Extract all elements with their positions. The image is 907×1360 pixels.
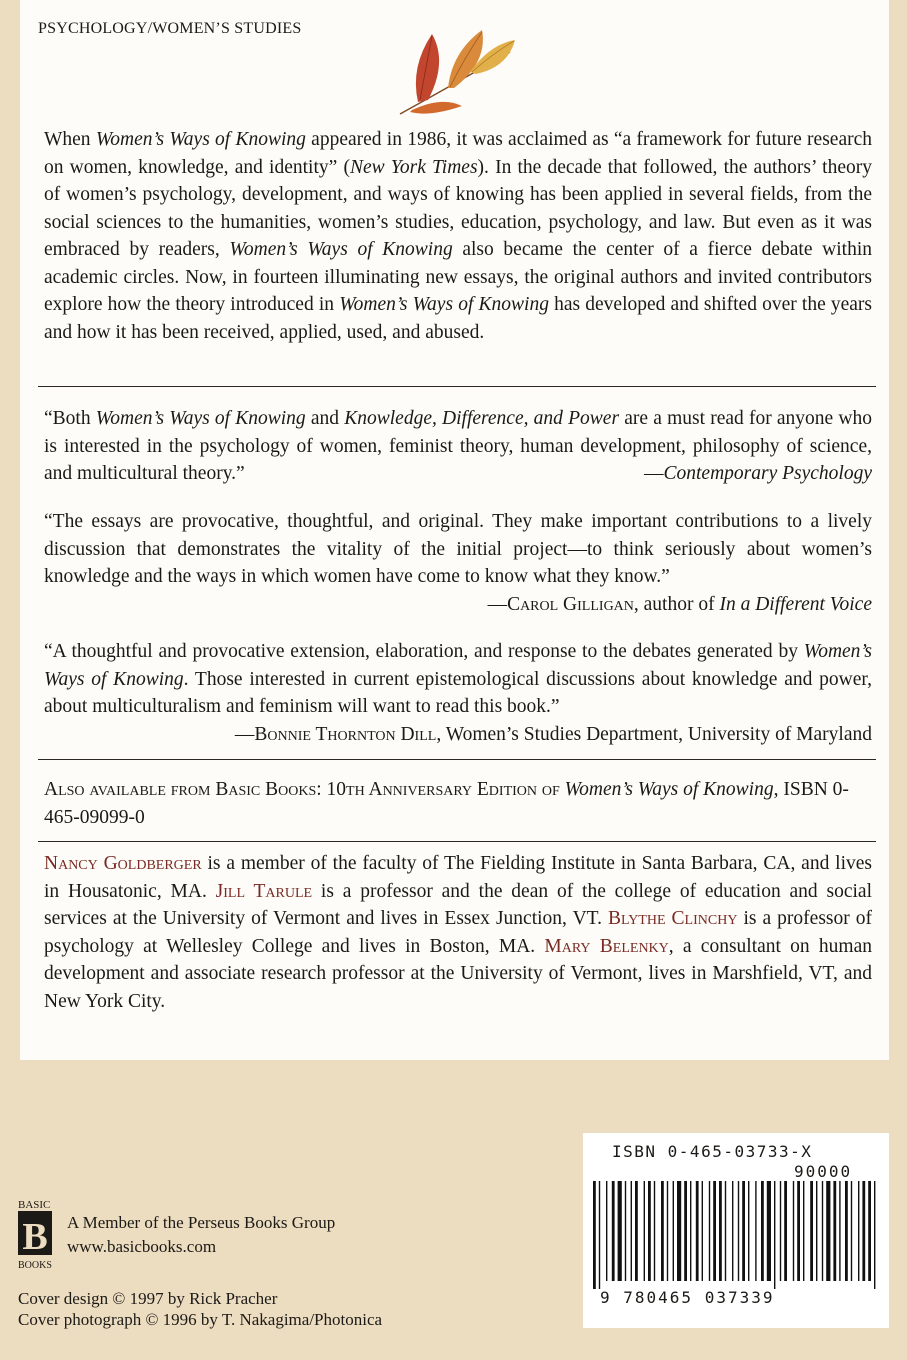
isbn-label: ISBN 0-465-03733-X	[612, 1142, 813, 1161]
barcode-bar	[755, 1181, 756, 1281]
author-name: Nancy Goldberger	[44, 853, 202, 874]
barcode-bar	[793, 1181, 794, 1281]
divider	[38, 841, 876, 842]
review-quote: “A thoughtful and provocative extension, elaboration, and response to the debates generated by Women’s Ways of Knowing. Those interested in current epistemological discussions about knowledge and power, about multiculturalism and feminism will want to read this book.” —Bonnie Thornton Dill, Women’s Studies Department, University of Maryland	[44, 638, 872, 748]
cover-photo-credit: Cover photograph © 1996 by T. Nakagima/Photonica	[18, 1310, 383, 1329]
author-name: Jill Tarule	[215, 880, 313, 902]
barcode-bar	[690, 1181, 691, 1281]
barcode-bar	[599, 1181, 600, 1289]
barcode-bar	[868, 1181, 871, 1281]
barcode-bar	[684, 1181, 687, 1281]
barcode-bar	[858, 1181, 859, 1281]
barcode-bar	[612, 1181, 615, 1281]
barcode-bar	[742, 1181, 745, 1281]
barcode-bar	[677, 1181, 681, 1281]
barcode-bar	[606, 1181, 607, 1281]
barcode-icon	[591, 1181, 881, 1289]
barcode-bar	[635, 1181, 638, 1281]
svg-text:BASIC: BASIC	[18, 1199, 51, 1211]
barcode-bar	[644, 1181, 645, 1281]
barcode-bar	[851, 1181, 852, 1281]
barcode-bar	[738, 1181, 739, 1281]
price-code: 90000	[794, 1162, 853, 1181]
barcode-bar	[839, 1181, 840, 1281]
barcode-bar	[618, 1181, 622, 1281]
barcode-bar	[774, 1181, 775, 1289]
barcode-bar	[797, 1181, 800, 1281]
barcode-bar	[713, 1181, 716, 1281]
barcode-bar	[810, 1181, 813, 1281]
barcode-bar	[732, 1181, 733, 1281]
barcode-bar	[648, 1181, 651, 1281]
quote-attribution: —Bonnie Thornton Dill, Women’s Studies Department, University of Maryland	[234, 723, 872, 745]
barcode-bar	[767, 1181, 771, 1281]
barcode-bar	[673, 1181, 674, 1281]
barcode-bar	[593, 1181, 596, 1289]
review-quote: “Both Women’s Ways of Knowing and Knowledge, Difference, and Power are a must read for anyone who is interested in the psychology of women, feminist theory, human development, philosophy of science, and multicultural theory.” —Contemporary Psychology	[44, 405, 872, 488]
review-quote: “The essays are provocative, thoughtful, and original. They make important contributions to a lively discussion that demonstrates the vitality of the initial project—to think seriously about women’s knowledge and the ways in which women have come to know what they know.” —Carol Gilligan, author of In a Different Voice	[44, 508, 872, 618]
svg-text:BOOKS: BOOKS	[18, 1260, 52, 1271]
barcode-bar	[761, 1181, 764, 1281]
barcode-bar	[862, 1181, 865, 1281]
divider	[38, 386, 876, 387]
publisher-url: www.basicbooks.com	[67, 1237, 217, 1256]
barcode-panel	[583, 1133, 889, 1328]
barcode-bar	[784, 1181, 787, 1281]
also-available-note: Also available from Basic Books: 10th Anniversary Edition of Women’s Ways of Knowing, ISBN 0-465-09099-0	[44, 779, 849, 828]
barcode-bar	[845, 1181, 848, 1281]
basic-books-logo	[18, 1197, 58, 1271]
barcode-bar	[833, 1181, 836, 1281]
barcode-bar	[667, 1181, 668, 1281]
divider	[38, 759, 876, 760]
svg-text:B: B	[22, 1216, 48, 1258]
barcode-bar	[709, 1181, 710, 1281]
barcode-bar	[654, 1181, 655, 1281]
book-description: When Women’s Ways of Knowing appeared in 1986, it was acclaimed as “a framework for future research on women, knowledge, and identity” (New York Times). In the decade that followed, the authors’ theory of women’s psychology, development, and ways of knowing has been applied in several fields, from the social sciences to the humanities, women’s studies, education, psychology, and law. But even as it was embraced by readers, Women’s Ways of Knowing also became the center of a fierce debate within academic circles. Now, in fourteen illuminating new essays, the original authors and invited contributors explore how the theory introduced in Women’s Ways of Knowing has developed and shifted over the years and how it has been received, applied, used, and abused.	[44, 129, 873, 343]
barcode-bar	[803, 1181, 804, 1281]
barcode-bar	[822, 1181, 823, 1281]
barcode-bar	[625, 1181, 626, 1281]
category-label: PSYCHOLOGY/WOMEN’S STUDIES	[38, 20, 302, 37]
barcode-bar	[725, 1181, 726, 1281]
barcode-bar	[748, 1181, 749, 1281]
author-name: Mary Belenky	[544, 935, 669, 957]
cover-design-credit: Cover design © 1997 by Rick Pracher	[18, 1289, 278, 1308]
quote-attribution: —Contemporary Psychology	[643, 463, 872, 484]
barcode-bar	[816, 1181, 817, 1281]
barcode-bar	[631, 1181, 632, 1281]
author-name: Blythe Clinchy	[608, 908, 738, 929]
barcode-bar	[696, 1181, 699, 1281]
barcode-bar	[826, 1181, 830, 1281]
quote-attribution: —Carol Gilligan, author of In a Different Voice	[487, 593, 872, 615]
author-bios: Nancy Goldberger is a member of the faculty of The Fielding Institute in Santa Barbara, CA, and lives in Housatonic, MA. Jill Tarule is a professor and the dean of the college of education and social services at the University of Vermont and lives in Essex Junction, VT. Blythe Clinchy is a professor of psychology at Wellesley College and lives in Boston, MA. Mary Belenky, a consultant on human development and associate research professor at the University of Vermont, lives in Marshfield, VT, and New York City.	[44, 853, 873, 1012]
ean-digits: 9 780465 037339	[600, 1288, 775, 1307]
autumn-leaves-icon	[390, 22, 520, 122]
barcode-bar	[874, 1181, 875, 1289]
barcode-bar	[702, 1181, 703, 1281]
barcode-bar	[719, 1181, 722, 1281]
barcode-bar	[661, 1181, 664, 1281]
barcode-bar	[780, 1181, 781, 1281]
publisher-member: A Member of the Perseus Books Group	[67, 1213, 336, 1232]
